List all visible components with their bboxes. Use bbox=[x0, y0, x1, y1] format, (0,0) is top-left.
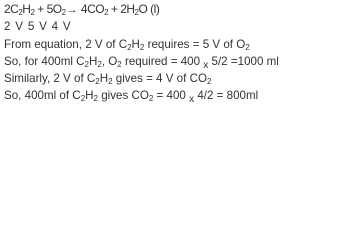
multiply-sign: x bbox=[203, 59, 209, 71]
line-text: 5/2 =1000 ml bbox=[208, 54, 279, 68]
subscript: 2 bbox=[139, 42, 145, 52]
line-text: So, for 400ml C bbox=[4, 54, 85, 68]
line-text: gives CO bbox=[97, 89, 149, 103]
eq-subscript: 2 bbox=[61, 8, 66, 17]
text-line-3 bbox=[4, 70, 349, 87]
subscript: 2 bbox=[84, 59, 89, 69]
subscript: 2 bbox=[127, 42, 132, 52]
subscript: 2 bbox=[117, 59, 122, 69]
subscript: 2 bbox=[148, 94, 154, 104]
line-text: gives = 4 V of CO bbox=[112, 72, 207, 86]
text-line-2 bbox=[4, 53, 349, 70]
subscript: 2 bbox=[95, 77, 100, 87]
subscript: 2 bbox=[108, 77, 113, 87]
line-text: Similarly, 2 V of C bbox=[4, 72, 96, 86]
chemical-equation bbox=[4, 1, 349, 18]
line-text: H bbox=[131, 37, 140, 51]
eq-subscript: 2 bbox=[134, 8, 139, 17]
line-text: H bbox=[85, 89, 94, 103]
subscript: 2 bbox=[245, 42, 250, 52]
solution-text bbox=[4, 1, 349, 105]
line-text: required = 400 bbox=[121, 54, 204, 68]
eq-text: + 2H bbox=[108, 2, 135, 16]
eq-text: 4CO bbox=[78, 2, 105, 16]
eq-subscript: 2 bbox=[104, 8, 109, 17]
eq-text: + 5O bbox=[34, 2, 62, 16]
line-text: 4/2 = 800ml bbox=[194, 89, 259, 103]
multiply-sign: x bbox=[189, 94, 195, 106]
text-line-4 bbox=[4, 87, 349, 104]
eq-subscript: 2 bbox=[30, 8, 35, 17]
subscript: 2 bbox=[206, 77, 212, 87]
line-text: requires = 5 V of O bbox=[144, 37, 246, 51]
subscript: 2 bbox=[97, 59, 102, 69]
line-text: , O bbox=[101, 54, 118, 68]
line-text: From equation, 2 V of C bbox=[4, 37, 128, 51]
subscript: 2 bbox=[93, 94, 98, 104]
reaction-arrow-icon: → bbox=[66, 4, 78, 16]
eq-text: O (l) bbox=[138, 2, 160, 16]
line-text: H bbox=[99, 72, 109, 86]
volume-ratio-line: 2 V 5 V 4 V bbox=[4, 20, 72, 34]
eq-text: H bbox=[22, 2, 31, 16]
line-text: So, 400ml of C bbox=[4, 89, 81, 103]
text-line-1 bbox=[4, 36, 349, 53]
eq-text: 2C bbox=[4, 2, 19, 16]
line-text: H bbox=[89, 54, 98, 68]
subscript: 2 bbox=[80, 94, 86, 104]
line-text: = 400 bbox=[153, 89, 190, 103]
eq-subscript: 2 bbox=[18, 8, 23, 17]
